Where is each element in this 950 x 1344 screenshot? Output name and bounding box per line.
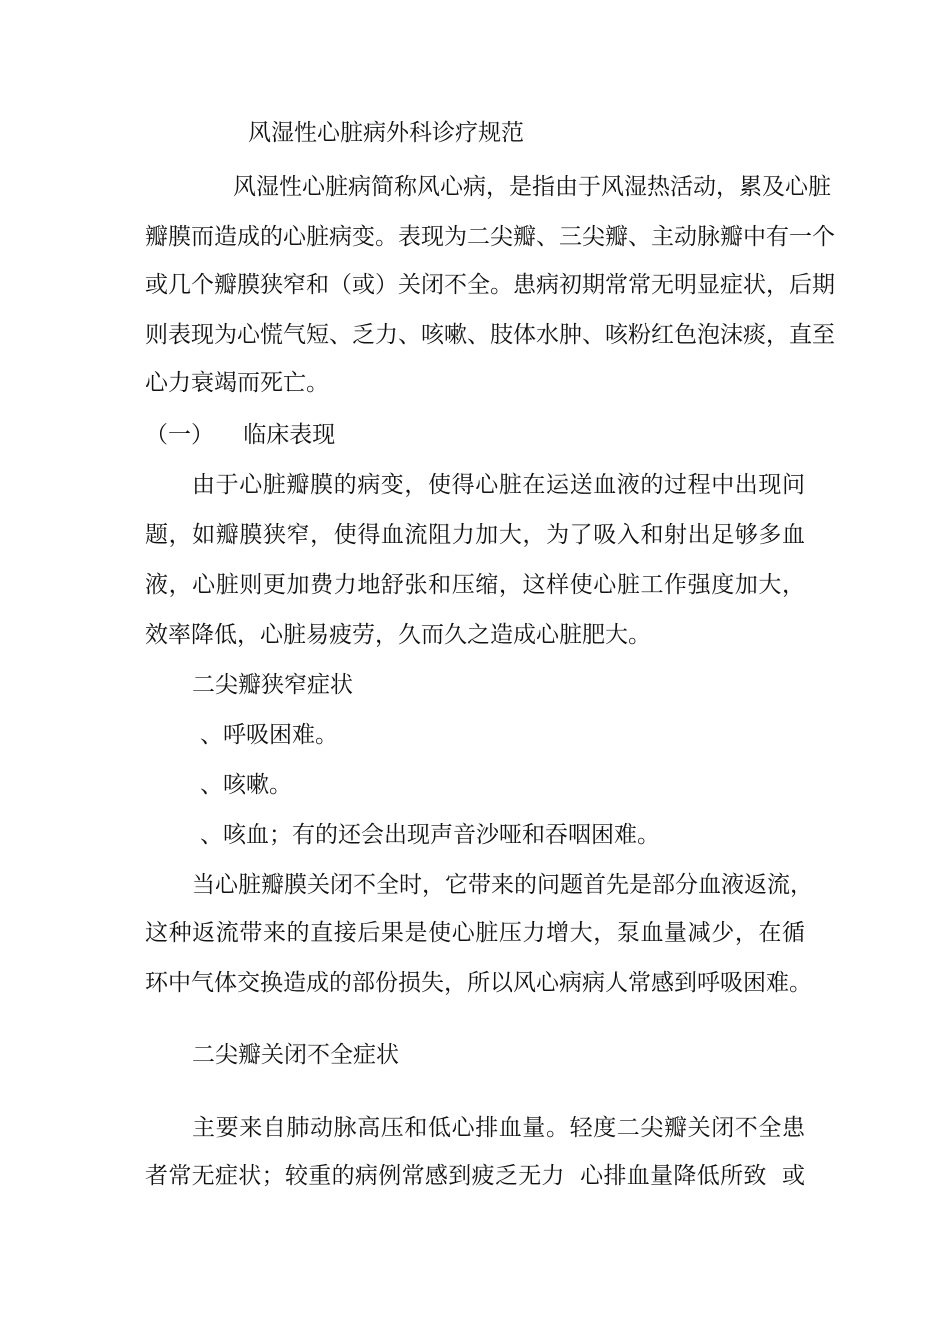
- intro-line-2: 瓣膜而造成的心脏病变。表现为二尖瓣、三尖瓣、主动脉瓣中有一个: [145, 224, 835, 250]
- intro-line-5: 心力衰竭而死亡。: [145, 370, 329, 396]
- insufficiency-line-1: 主要来自肺动脉高压和低心排血量。轻度二尖瓣关闭不全患: [192, 1115, 805, 1141]
- clinical-line-2: 题，如瓣膜狭窄，使得血流阻力加大，为了吸入和射出足够多血: [145, 522, 805, 548]
- insufficiency-line-2: 者常无症状；较重的病例常感到疲乏无力 心排血量降低所致 或: [145, 1163, 805, 1189]
- intro-line-3: 或几个瓣膜狭窄和（或）关闭不全。患病初期常常无明显症状，后期: [145, 272, 835, 298]
- intro-line-4: 则表现为心慌气短、乏力、咳嗽、肢体水肿、咳粉红色泡沫痰，直至: [145, 322, 835, 348]
- stenosis-item-1: 、呼吸困难。: [200, 722, 338, 748]
- regurg-line-3: 环中气体交换造成的部份损失，所以风心病病人常感到呼吸困难。: [145, 970, 812, 996]
- section-heading-clinical: （一） 临床表现: [145, 422, 336, 448]
- clinical-line-3: 液，心脏则更加费力地舒张和压缩，这样使心脏工作强度加大，: [145, 572, 805, 598]
- insufficiency-heading: 二尖瓣关闭不全症状: [192, 1042, 399, 1068]
- clinical-line-1: 由于心脏瓣膜的病变，使得心脏在运送血液的过程中出现问: [192, 472, 805, 498]
- stenosis-item-3: 、咳血；有的还会出现声音沙哑和吞咽困难。: [200, 822, 660, 848]
- stenosis-item-2: 、咳嗽。: [200, 772, 292, 798]
- regurg-line-1: 当心脏瓣膜关闭不全时，它带来的问题首先是部分血液返流，: [192, 872, 813, 898]
- clinical-line-4: 效率降低，心脏易疲劳，久而久之造成心脏肥大。: [145, 622, 651, 648]
- regurg-line-2: 这种返流带来的直接后果是使心脏压力增大，泵血量减少，在循: [145, 920, 805, 946]
- stenosis-heading: 二尖瓣狭窄症状: [192, 672, 353, 698]
- intro-line-1: 风湿性心脏病简称风心病，是指由于风湿热活动，累及心脏: [233, 174, 831, 200]
- document-title: 风湿性心脏病外科诊疗规范: [248, 120, 524, 146]
